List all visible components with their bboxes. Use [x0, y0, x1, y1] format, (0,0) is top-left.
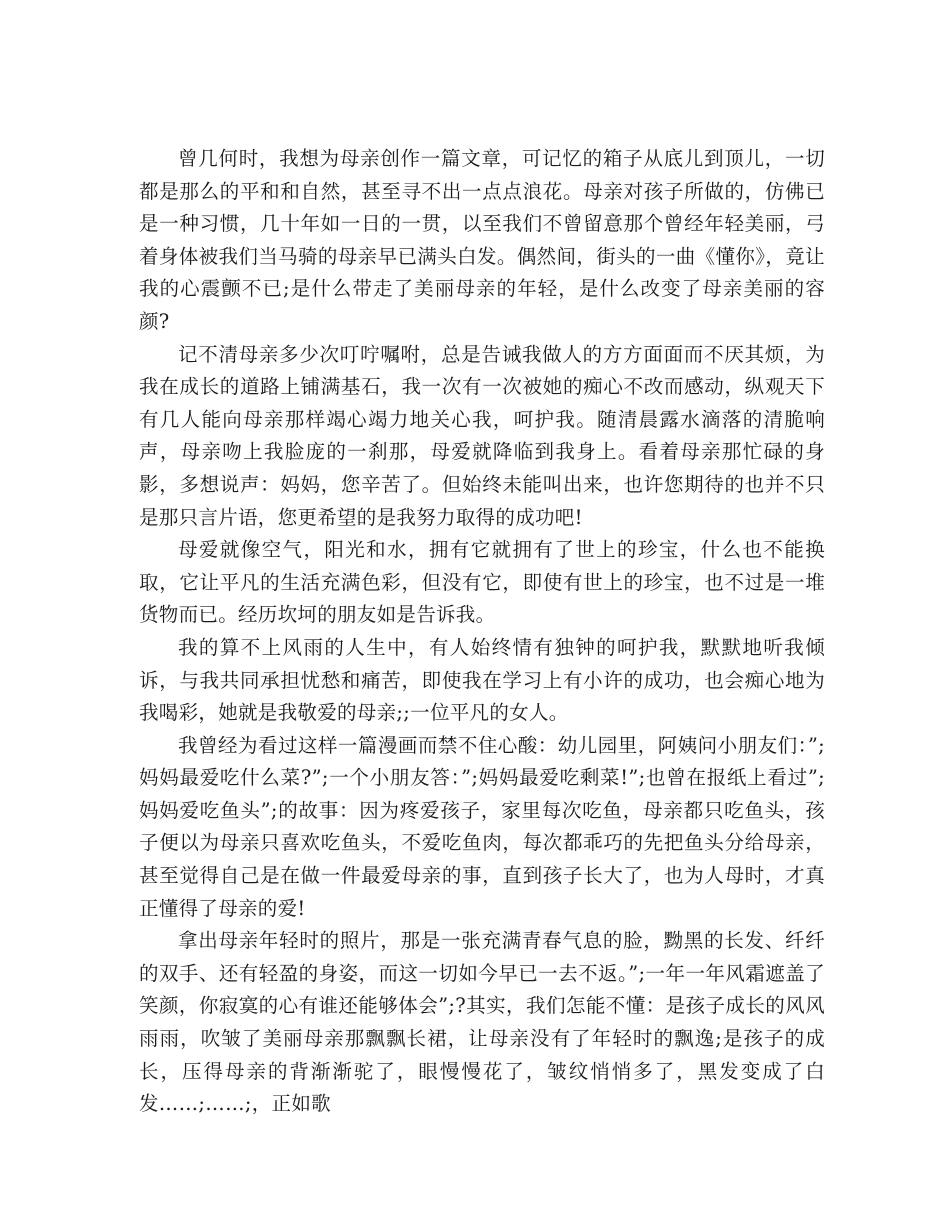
paragraph-2: 记不清母亲多少次叮咛嘱咐，总是告诫我做人的方方面面而不厌其烦，为我在成长的道路上铺满基石，我一次有一次被她的痴心不改而感动，纵观天下有几人能向母亲那样竭心竭力地关心我，呵护我。随清晨露水滴落的清脆响声，母亲吻上我脸庞的一刹那，母爱就降临到我身上。看着母亲那忙碌的身影，多想说声：妈妈，您辛苦了。但始终未能叫出来，也许您期待的也并不只是那只言片语，您更希望的是我努力取得的成功吧!: [139, 342, 825, 529]
paragraph-5: 我曾经为看过这样一篇漫画而禁不住心酸：幼儿园里，阿姨问小朋友们：”;妈妈最爱吃什么菜?”;一个小朋友答：”;妈妈最爱吃剩菜!”;也曾在报纸上看过”;妈妈爱吃鱼头”;的故事：因为疼爱孩子，家里每次吃鱼，母亲都只吃鱼头，孩子便以为母亲只喜欢吃鱼头，不爱吃鱼肉，每次都乖巧的先把鱼头分给母亲，甚至觉得自己是在做一件最爱母亲的事，直到孩子长大了，也为人母时，才真正懂得了母亲的爱!: [139, 733, 825, 920]
paragraph-3: 母爱就像空气，阳光和水，拥有它就拥有了世上的珍宝，什么也不能换取，它让平凡的生活充满色彩，但没有它，即使有世上的珍宝，也不过是一堆货物而已。经历坎坷的朋友如是告诉我。: [139, 538, 825, 627]
paragraph-4: 我的算不上风雨的人生中，有人始终情有独钟的呵护我，默默地听我倾诉，与我共同承担忧愁和痛苦，即使我在学习上有小许的成功，也会痴心地为我喝彩，她就是我敬爱的母亲;;一位平凡的女人。: [139, 635, 825, 725]
paragraph-1: 曾几何时，我想为母亲创作一篇文章，可记忆的箱子从底儿到顶儿，一切都是那么的平和和自然，甚至寻不出一点点浪花。母亲对孩子所做的，仿佛已是一种习惯，几十年如一日的一贯，以至我们不曾留意那个曾经年轻美丽，弓着身体被我们当马骑的母亲早已满头白发。偶然间，街头的一曲《懂你》，竟让我的心震颤不已;是什么带走了美丽母亲的年轻，是什么改变了母亲美丽的容颜?: [139, 147, 825, 333]
paragraph-6: 拿出母亲年轻时的照片，那是一张充满青春气息的脸，黝黑的长发、纤纤的双手、还有轻盈的身姿，而这一切如今早已一去不返。”;一年一年风霜遮盖了笑颜，你寂寞的心有谁还能够体会”;?其实，我们怎能不懂：是孩子成长的风风雨雨，吹皱了美丽母亲那飘飘长裙，让母亲没有了年轻时的飘逸;是孩子的成长，压得母亲的背渐渐驼了，眼慢慢花了，皱纹悄悄多了，黑发变成了白发……;……;，正如歌: [139, 929, 825, 1116]
article-body: [139, 143, 825, 1121]
